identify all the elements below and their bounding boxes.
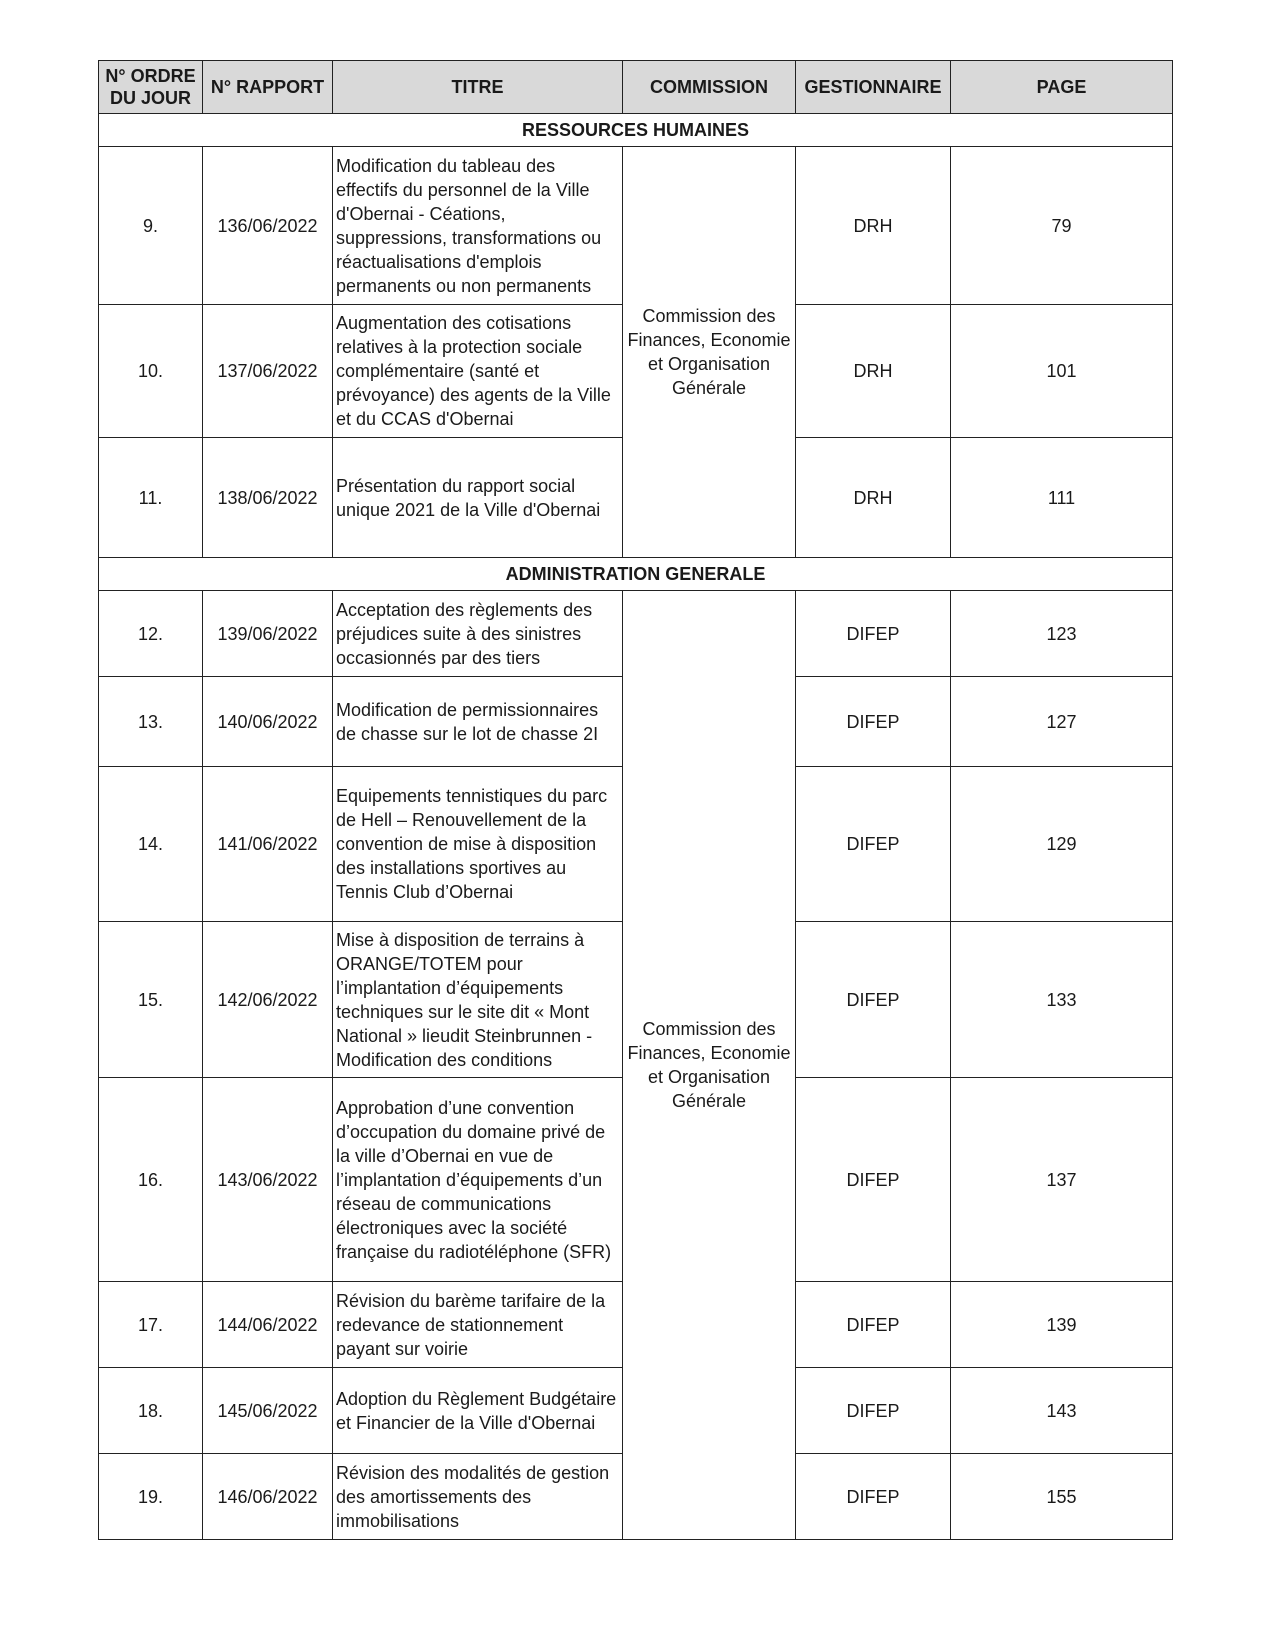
ordre-cell: 9. [99,147,203,305]
gestionnaire-cell: DRH [796,147,951,305]
page-cell: 123 [951,591,1173,677]
ordre-cell: 19. [99,1454,203,1540]
ordre-cell: 16. [99,1078,203,1282]
ordre-cell: 11. [99,438,203,558]
ordre-cell: 13. [99,677,203,767]
gestionnaire-cell: DIFEP [796,1282,951,1368]
section-row-admin [99,558,1173,591]
titre-cell: Révision du barème tarifaire de la redevance de stationnement payant sur voirie [333,1282,623,1368]
page-cell: 139 [951,1282,1173,1368]
rapport-cell: 141/06/2022 [203,767,333,922]
rapport-cell: 140/06/2022 [203,677,333,767]
gestionnaire-cell: DIFEP [796,1078,951,1282]
page-cell: 129 [951,767,1173,922]
page-cell: 111 [951,438,1173,558]
commission-cell: Commission des Finances, Economie et Organisation Générale [623,147,796,558]
titre-cell: Mise à disposition de terrains à ORANGE/TOTEM pour l’implantation d’équipements techniques sur le site dit « Mont National » lieudit Steinbrunnen - Modification des conditions [333,922,623,1078]
section-title: ADMINISTRATION GENERALE [99,558,1173,591]
titre-cell: Modification de permissionnaires de chasse sur le lot de chasse 2I [333,677,623,767]
ordre-cell: 10. [99,305,203,438]
gestionnaire-cell: DIFEP [796,767,951,922]
header-gestionnaire: GESTIONNAIRE [796,61,951,114]
agenda-table [98,60,1173,1540]
rapport-cell: 144/06/2022 [203,1282,333,1368]
page-cell: 155 [951,1454,1173,1540]
table-row [99,591,1173,677]
titre-cell: Approbation d’une convention d’occupation du domaine privé de la ville d’Obernai en vue de l’implantation d’équipements d’un réseau de communications électroniques avec la société française du radiotéléphone (SFR) [333,1078,623,1282]
ordre-cell: 18. [99,1368,203,1454]
rapport-cell: 142/06/2022 [203,922,333,1078]
titre-cell: Acceptation des règlements des préjudices suite à des sinistres occasionnés par des tiers [333,591,623,677]
gestionnaire-cell: DIFEP [796,1454,951,1540]
gestionnaire-cell: DIFEP [796,677,951,767]
ordre-cell: 15. [99,922,203,1078]
rapport-cell: 136/06/2022 [203,147,333,305]
gestionnaire-cell: DIFEP [796,591,951,677]
titre-cell: Augmentation des cotisations relatives à la protection sociale complémentaire (santé et prévoyance) des agents de la Ville et du CCAS d'Obernai [333,305,623,438]
header-row [99,61,1173,114]
rapport-cell: 146/06/2022 [203,1454,333,1540]
header-page: PAGE [951,61,1173,114]
rapport-cell: 137/06/2022 [203,305,333,438]
gestionnaire-cell: DIFEP [796,1368,951,1454]
page-cell: 133 [951,922,1173,1078]
rapport-cell: 139/06/2022 [203,591,333,677]
titre-cell: Adoption du Règlement Budgétaire et Financier de la Ville d'Obernai [333,1368,623,1454]
ordre-cell: 17. [99,1282,203,1368]
section-title: RESSOURCES HUMAINES [99,114,1173,147]
commission-cell: Commission des Finances, Economie et Organisation Générale [623,591,796,1540]
page-cell: 137 [951,1078,1173,1282]
gestionnaire-cell: DRH [796,305,951,438]
titre-cell: Présentation du rapport social unique 2021 de la Ville d'Obernai [333,438,623,558]
page-cell: 101 [951,305,1173,438]
titre-cell: Equipements tennistiques du parc de Hell – Renouvellement de la convention de mise à disposition des installations sportives au Tennis Club d’Obernai [333,767,623,922]
header-rapport: N° RAPPORT [203,61,333,114]
page-cell: 143 [951,1368,1173,1454]
titre-cell: Révision des modalités de gestion des amortissements des immobilisations [333,1454,623,1540]
gestionnaire-cell: DIFEP [796,922,951,1078]
table-row [99,147,1173,305]
header-titre: TITRE [333,61,623,114]
header-commission: COMMISSION [623,61,796,114]
rapport-cell: 143/06/2022 [203,1078,333,1282]
ordre-cell: 12. [99,591,203,677]
section-row-rh [99,114,1173,147]
titre-cell: Modification du tableau des effectifs du personnel de la Ville d'Obernai - Céations, suppressions, transformations ou réactualisations d'emplois permanents ou non permanents [333,147,623,305]
ordre-cell: 14. [99,767,203,922]
page-cell: 79 [951,147,1173,305]
rapport-cell: 145/06/2022 [203,1368,333,1454]
rapport-cell: 138/06/2022 [203,438,333,558]
gestionnaire-cell: DRH [796,438,951,558]
header-ordre: N° ORDRE DU JOUR [99,61,203,114]
page-cell: 127 [951,677,1173,767]
